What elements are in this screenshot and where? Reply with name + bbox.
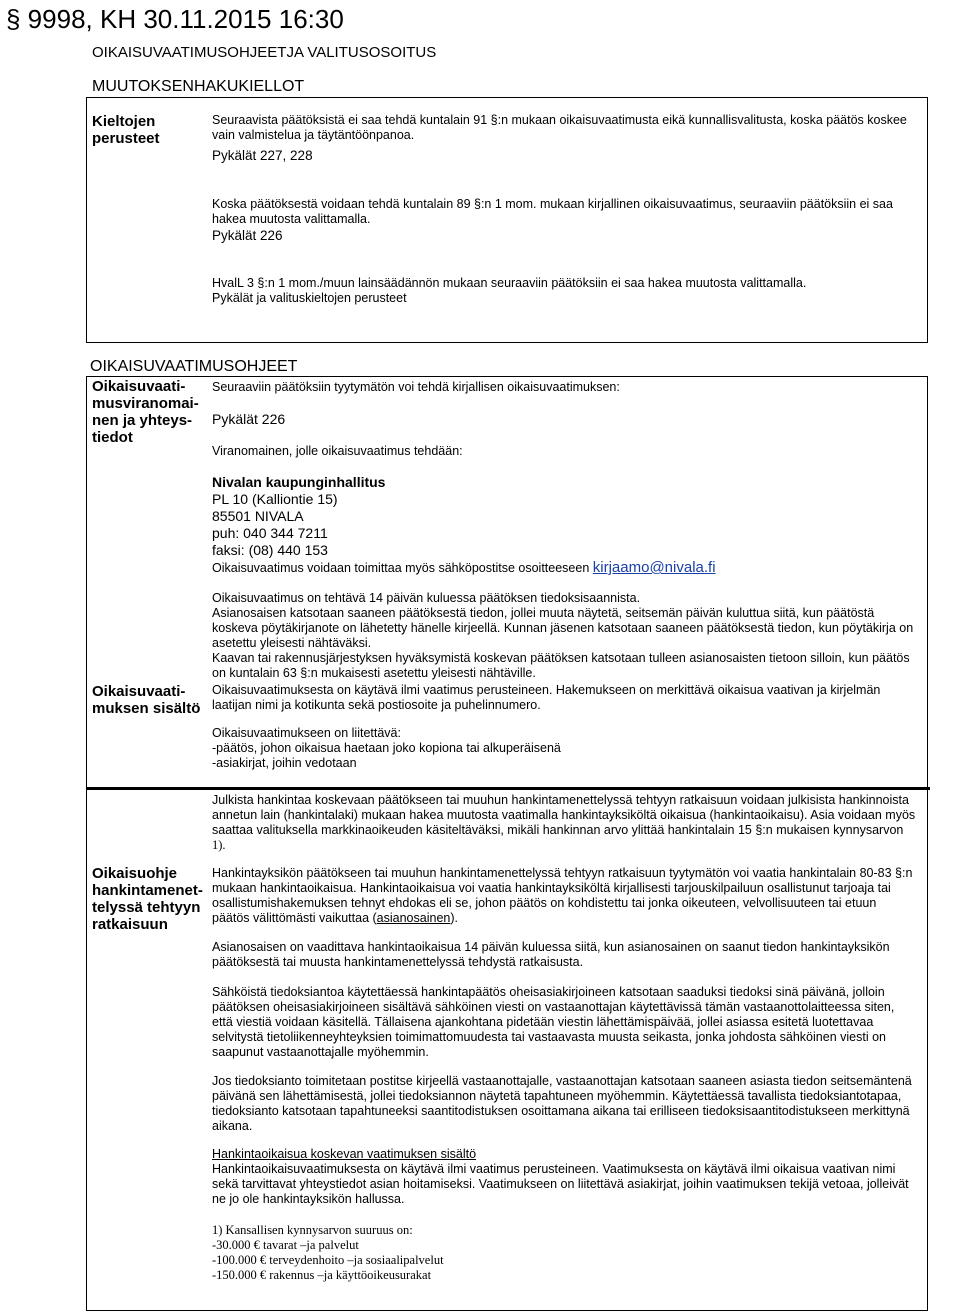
instructions-pykalat: Pykälät 226 — [212, 411, 286, 427]
procurement-top-rule — [86, 787, 930, 790]
deadline-block — [212, 591, 917, 681]
procurement-text-6 — [212, 1147, 917, 1207]
procurement-text-6-body: Hankintaoikaisuvaatimuksesta on käytävä ilmi vaatimus perusteineen. Vaatimuksesta on käytävä ilmi oikaisua vaativan nimi sekä tarvittavat yhteystiedot asian hoitamiseksi. Vaatimukseen on liitettävä asiakirjat, joihin vaatimuksen tekijä vetoaa, jolleivät ne jo ole hankintayksikön hallussa. — [212, 1162, 909, 1206]
authority-address-2: 85501 NIVALA — [212, 508, 304, 524]
procurement-label: Oikaisuohje hankintamenet- telyssä tehtyyn ratkaisuun — [92, 865, 203, 933]
deadline-text-1: Oikaisuvaatimus on tehtävä 14 päivän kuluessa päätöksen tiedoksisaannista. — [212, 591, 641, 605]
attachments-block — [212, 726, 917, 771]
email-line — [212, 560, 716, 576]
footnote-item-2: -100.000 € terveydenhoito –ja sosiaalipalvelut — [212, 1253, 444, 1267]
instructions-right-rule — [927, 376, 928, 788]
restrictions-text-2: Koska päätöksestä voidaan tehdä kuntalain 89 §:n 1 mom. mukaan kirjallinen oikaisuvaatimus, seuraaviin päätöksiin ei saa hakea muutosta valittamalla. — [212, 197, 893, 226]
authority-label: Oikaisuvaati- musviranomai- nen ja yhteys- tiedot — [92, 378, 199, 446]
authority-fax: faksi: (08) 440 153 — [212, 542, 328, 558]
procurement-text-2: Hankintayksikön päätökseen tai muuhun hankintamenettelyssä tehtyyn ratkaisuun tyytymätön voi vaatia hankintalain 80-83 §:n mukaan hankintaoikaisua. Hankintaoikaisua voi vaatia hankintayksiköltä kirjallisesti tarjouskilpailuun osallistunut tarjoaja tai osallistumishakemuksen tehnyt ehdokas eli se, johon päätös on kohdistettu tai jonka oikeuteen, velvollisuuteen tai etuun päätös välittömästi vaikuttaa (asianosainen). — [212, 866, 913, 925]
restrictions-ref-3: Pykälät ja valituskieltojen perusteet — [212, 291, 407, 305]
instructions-heading: OIKAISUVAATIMUSOHJEET — [90, 358, 298, 375]
footnote-title: 1) Kansallisen kynnysarvon suuruus on: — [212, 1223, 413, 1237]
procurement-bottom-rule — [86, 1310, 928, 1311]
restrictions-text-3: HvalL 3 §:n 1 mom./muun lainsäädännön mukaan seuraaviin päätöksiin ei saa hakea muutosta valittamalla. — [212, 276, 807, 290]
deadline-text-3: Kaavan tai rakennusjärjestyksen hyväksymistä koskevan päätöksen katsotaan tulleen asianosaisten tietoon silloin, kun päätös on kuntalain 63 §:n mukaisesti asetettu yleisesti nähtäville. — [212, 651, 910, 680]
attachment-item-1: -päätös, johon oikaisua haetaan joko kopiona tai alkuperäisenä — [212, 741, 561, 755]
instructions-top-rule — [86, 376, 928, 377]
procurement-right-rule — [927, 787, 928, 1311]
deadline-text-2: Asianosaisen katsotaan saaneen päätöksestä tiedon, jollei muuta näytetä, seitsemän päivän kuluttua siitä, kun päätöstä koskeva pöytäkirjanote on lähetetty hänelle kirjeellä. Kunnan jäsenen katsotaan saaneen päätöksestä tiedon, kun pöytäkirja on asetettu yleisesti nähtäväksi. — [212, 606, 914, 650]
document-title: OIKAISUVAATIMUSOHJEETJA VALITUSOSOITUS — [92, 44, 437, 61]
authority-contact — [212, 474, 385, 559]
authority-address-1: PL 10 (Kalliontie 15) — [212, 491, 338, 507]
procurement-left-rule — [86, 787, 87, 1311]
instructions-left-rule — [86, 376, 87, 788]
email-link[interactable]: kirjaamo@nivala.fi — [592, 559, 716, 576]
attachment-item-2: -asiakirjat, joihin vedotaan — [212, 756, 357, 770]
authority-intro: Viranomainen, jolle oikaisuvaatimus tehdään: — [212, 444, 463, 458]
content-text: Oikaisuvaatimuksesta on käytävä ilmi vaatimus perusteineen. Hakemukseen on merkittävä oikaisua vaativan ja kirjelmän laatijan nimi ja kotikunta sekä postiosoite ja puhelinnumero. — [212, 683, 881, 712]
procurement-text-1: Julkista hankintaa koskevaan päätökseen tai muuhun hankintamenettelyssä tehtyyn ratkaisuun voidaan julkisista hankinnoista annetun lain (hankintalaki) mukaan hakea muutosta vaatimalla hankintayksiköltä oikaisua (hankintaoikaisu). Asia voidaan myös saattaa valituksella markkinaoikeuden käsiteltäväksi, mikäli hankinnan arvo ylittää hankintalain 15 §:n mukaisen kynnysarvon 1). — [212, 793, 916, 852]
authority-phone: puh: 040 344 7211 — [212, 525, 328, 541]
footnote-ref: 1). — [212, 838, 226, 852]
footnote-block — [212, 1223, 444, 1283]
restrictions-ref-2: Pykälät 226 — [212, 228, 283, 243]
footnote-item-1: -30.000 € tavarat –ja palvelut — [212, 1238, 359, 1252]
procurement-text-5: Jos tiedoksianto toimitetaan postitse kirjeellä vastaanottajalle, vastaanottajan katsotaan saaneen asiasta tiedon seitsemäntenä päivänä sen lähettämisestä, jollei tiedoksiannon näytetä tapahtuneen myöhemmin. Käytettäessä tavallista tiedoksiantotapaa, tiedoksianto katsotaan tapahtuneeksi saantitodistuksen osoittamana aikana tai erilliseen tiedoksisaantitodistukseen merkittynä aikana. — [212, 1074, 912, 1133]
instructions-intro: Seuraaviin päätöksiin tyytymätön voi tehdä kirjallisen oikaisuvaatimuksen: — [212, 380, 620, 394]
section-header: § 9998, KH 30.11.2015 16:30 — [6, 4, 344, 34]
restrictions-label: Kieltojen perusteet — [92, 113, 160, 147]
asianosainen-link[interactable]: asianosainen — [376, 911, 451, 925]
procurement-text-4: Sähköistä tiedoksiantoa käytettäessä hankintapäätös oheisasiakirjoineen katsotaan saaduksi tiedoksi sinä päivänä, jolloin päätöksen oheisasiakirjoineen sisältävä sähköinen viesti on vastaanottajan käytettävissä tämän vastaanottolaitteessa siten, että viestiä voidaan käsitellä. Tällaisena ajankohtana pidetään viestin lähettämispäivää, jollei asiassa esitetä luotettavaa selvitystä tietoliikenneyhteyksien toimimattomuudesta tai vastaavasta muusta seikasta, jonka johdosta sähköinen viesti on saapunut vastaanottajalle myöhemmin. — [212, 985, 895, 1059]
restrictions-heading: MUUTOKSENHAKUKIELLOT — [92, 78, 305, 95]
procurement-text-6-title: Hankintaoikaisua koskevan vaatimuksen sisältö — [212, 1147, 477, 1161]
procurement-text-3: Asianosaisen on vaadittava hankintaoikaisua 14 päivän kuluessa siitä, kun asianosainen on saanut tiedon hankintayksikön päätöksestä tai muusta hankintamenettelyssä tehdystä ratkaisusta. — [212, 940, 890, 969]
email-text: Oikaisuvaatimus voidaan toimittaa myös sähköpostitse osoitteeseen — [212, 561, 590, 575]
footnote-item-3: -150.000 € rakennus –ja käyttöoikeusurakat — [212, 1268, 432, 1282]
restrictions-text-1: Seuraavista päätöksistä ei saa tehdä kuntalain 91 §:n mukaan oikaisuvaatimusta eikä kunnallisvalitusta, koska päätös koskee vain valmistelua ja täytäntöönpanoa. — [212, 113, 907, 142]
restrictions-ref-1: Pykälät 227, 228 — [212, 148, 313, 163]
authority-name: Nivalan kaupunginhallitus — [212, 474, 386, 490]
attachments-title: Oikaisuvaatimukseen on liitettävä: — [212, 726, 401, 740]
content-label: Oikaisuvaati- muksen sisältö — [92, 683, 201, 717]
